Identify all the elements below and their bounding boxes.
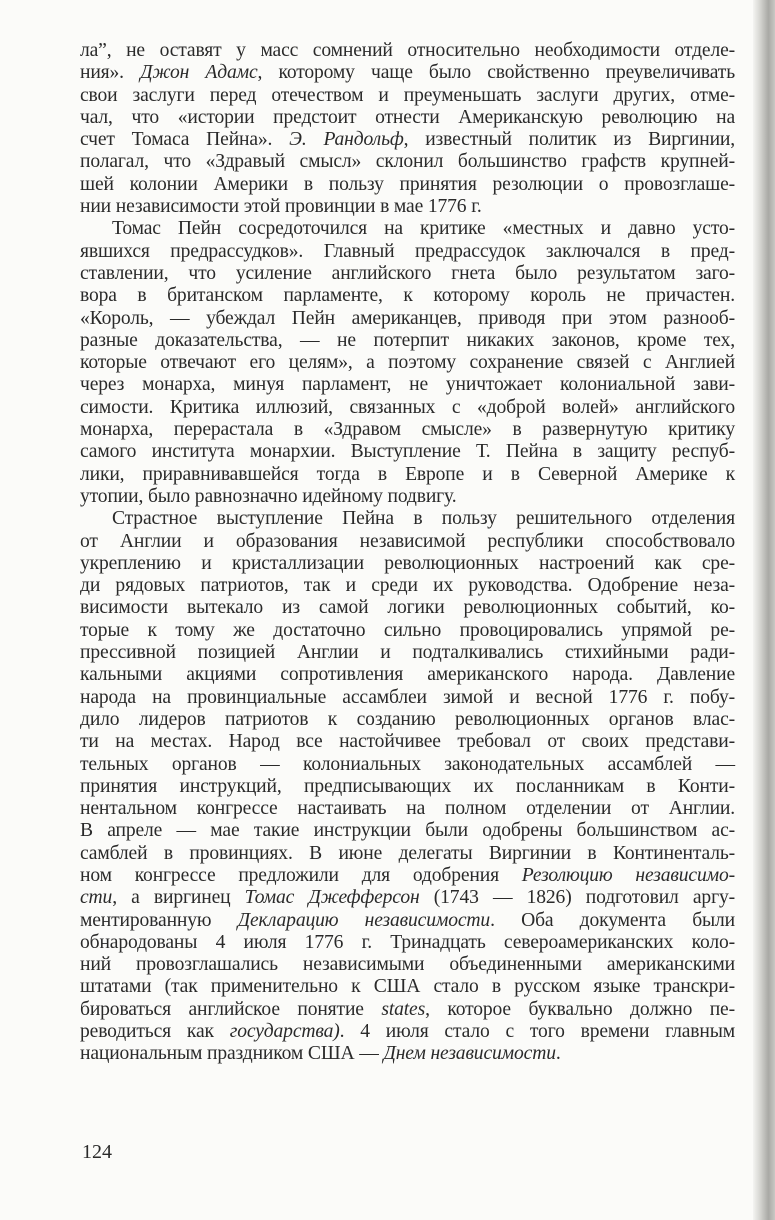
- text-line: [80, 642, 735, 664]
- text-run: вора в британском парламенте, к которому король не причастен.: [80, 285, 735, 307]
- text-run: от Англии и образования независимой республики способствовало: [80, 530, 735, 552]
- text-run: штатами (так применительно к США стало в русском языке транскри-: [80, 976, 735, 998]
- text-line: [80, 664, 735, 686]
- text-run: висимости вытекало из самой логики революционных событий, ко-: [80, 597, 735, 619]
- text-line: [80, 1043, 735, 1065]
- text-line: [80, 999, 735, 1021]
- text-line: [80, 419, 735, 441]
- text-line: [80, 85, 735, 107]
- text-run: нии независимости этой провинции в мае 1776 г.: [80, 196, 482, 218]
- text-line: [80, 597, 735, 619]
- text-line: [80, 553, 735, 575]
- text-line: [80, 508, 735, 530]
- text-run: ния».: [80, 62, 141, 84]
- text-run: реводиться как: [80, 1021, 230, 1043]
- text-run: , которое буквально должно пе-: [425, 998, 735, 1020]
- text-line: [80, 887, 735, 909]
- text-run: . 4 июля стало с того времени главным: [339, 1021, 736, 1043]
- text-line: [80, 107, 735, 129]
- text-run: через монарха, минуя парламент, не уничтожает колониальной зави-: [80, 374, 735, 396]
- text-run: дило лидеров патриотов к созданию революционных органов влас-: [80, 708, 735, 730]
- text-line: [80, 1021, 735, 1043]
- text-line: [80, 754, 735, 776]
- text-line: [80, 241, 735, 263]
- text-line: [80, 374, 735, 396]
- text-line: [80, 731, 735, 753]
- text-line: [80, 397, 735, 419]
- text-run: монарха, перерастала в «Здравом смысле» в развернутую критику: [80, 419, 735, 441]
- text-run: тельных органов — колониальных законодательных ассамблей —: [80, 753, 735, 775]
- italic-text: сти: [80, 887, 113, 909]
- text-run: лики, приравнивавшейся тогда в Европе и в Северной Америке к: [80, 463, 735, 485]
- text-run: самого института монархии. Выступление Т. Пейна в защиту респуб-: [80, 441, 735, 463]
- text-run: симости. Критика иллюзий, связанных с «доброй волей» английского: [80, 396, 735, 418]
- paragraph: [80, 218, 735, 508]
- text-run: прессивной позицией Англии и подталкивались стихийными ради-: [80, 642, 735, 664]
- text-line: [80, 843, 735, 865]
- text-line: [80, 464, 735, 486]
- text-line: [80, 820, 735, 842]
- text-run: ти на местах. Народ все настойчивее требовал от своих представи-: [80, 731, 735, 753]
- text-run: принятия инструкций, предписывающих их посланникам в Конти-: [80, 775, 735, 797]
- italic-text: Днем независимости: [383, 1043, 556, 1065]
- text-line: [80, 62, 735, 84]
- text-run: ди рядовых патриотов, так и среди их руководства. Одобрение неза-: [80, 575, 735, 597]
- body-text: [80, 40, 735, 1066]
- text-run: ний провозглашались независимыми объединенными американскими: [80, 954, 735, 976]
- text-line: [80, 263, 735, 285]
- text-run: , известный политик из Виргинии,: [403, 129, 735, 151]
- text-line: [80, 954, 735, 976]
- text-run: национальным праздником США —: [80, 1043, 384, 1065]
- text-run: разные доказательства, — не потерпит никаких законов, кроме тех,: [80, 329, 735, 351]
- text-run: ставлении, что усиление английского гнета было результатом заго-: [80, 262, 735, 284]
- text-run: укреплению и кристаллизации революционных настроений как сре-: [80, 552, 735, 574]
- text-line: [80, 330, 735, 352]
- italic-text: Э. Рандольф: [289, 129, 404, 151]
- italic-text: Декларацию независимости: [237, 909, 491, 931]
- text-line: [80, 151, 735, 173]
- page-edge-shadow: [753, 0, 775, 1220]
- text-run: , которому чаще было свойственно преувеличивать: [257, 62, 735, 84]
- text-run: утопии, было равнозначно идейному подвигу.: [80, 485, 457, 507]
- text-line: [80, 776, 735, 798]
- text-line: [80, 620, 735, 642]
- paragraph: [80, 508, 735, 1065]
- text-line: [80, 308, 735, 330]
- text-line: [80, 910, 735, 932]
- text-run: обнародованы 4 июля 1776 г. Тринадцать североамериканских коло-: [80, 931, 735, 953]
- text-line: [80, 285, 735, 307]
- text-run: самблей в провинциях. В июне делегаты Виргинии в Континенталь-: [80, 842, 735, 864]
- text-line: [80, 687, 735, 709]
- text-run: ла”, не оставят у масс сомнений относительно необходимости отделе-: [80, 40, 735, 61]
- italic-text: государства): [229, 1021, 340, 1043]
- text-line: [80, 174, 735, 196]
- text-run: чал, что «истории предстоит отнести Американскую революцию на: [80, 106, 735, 128]
- text-run: , а виргинец: [112, 887, 245, 909]
- text-line: [80, 129, 735, 151]
- text-line: [80, 218, 735, 240]
- text-line: [80, 798, 735, 820]
- text-run: счет Томаса Пейна».: [80, 129, 290, 151]
- text-run: В апреле — мае такие инструкции были одобрены большинством ас-: [80, 820, 735, 842]
- text-run: явшихся предрассудков». Главный предрассудок заключался в пред-: [80, 240, 735, 262]
- text-line: [80, 441, 735, 463]
- text-line: [80, 486, 735, 508]
- text-run: ном конгрессе предложили для одобрения: [80, 864, 522, 886]
- text-run: (1743 — 1826) подготовил аргу-: [419, 887, 735, 909]
- italic-text: Резолюцию независимо-: [521, 864, 735, 886]
- text-run: которые отвечают его целям», а поэтому сохранение связей с Англией: [80, 352, 735, 374]
- text-line: [80, 575, 735, 597]
- text-line: [80, 196, 735, 218]
- text-run: свои заслуги перед отечеством и преуменьшать заслуги других, отме-: [80, 84, 735, 106]
- page-number: 124: [82, 1141, 112, 1163]
- text-run: .: [555, 1043, 561, 1065]
- italic-text: Джон Адамс: [140, 62, 258, 84]
- text-run: «Король, — убеждал Пейн американцев, приводя при этом разнооб-: [80, 307, 735, 329]
- text-run: шей колонии Америки в пользу принятия резолюции о провозглаше-: [80, 173, 735, 195]
- paragraph: [80, 40, 735, 218]
- italic-text: Томас Джефферсон: [244, 887, 420, 909]
- text-run: бироваться английское понятие: [80, 998, 382, 1020]
- text-run: полагал, что «Здравый смысл» склонил большинство графств крупней-: [80, 151, 735, 173]
- text-run: . Оба документа были: [490, 909, 736, 931]
- text-run: Томас Пейн сосредоточился на критике «местных и давно усто-: [112, 218, 735, 240]
- text-run: нентальном конгрессе настаивать на полном отделении от Англии.: [80, 798, 735, 820]
- text-line: [80, 352, 735, 374]
- text-line: [80, 976, 735, 998]
- text-line: [80, 709, 735, 731]
- text-line: [80, 865, 735, 887]
- text-run: Страстное выступление Пейна в пользу решительного отделения: [112, 508, 735, 530]
- italic-text: states: [381, 998, 426, 1020]
- text-line: [80, 932, 735, 954]
- text-run: ментированную: [80, 909, 238, 931]
- text-run: кальными акциями сопротивления американского народа. Давление: [80, 664, 735, 686]
- text-run: народа на провинциальные ассамблеи зимой и весной 1776 г. побу-: [80, 686, 735, 708]
- text-run: торые к тому же достаточно сильно провоцировались упрямой ре-: [80, 619, 735, 641]
- text-line: [80, 531, 735, 553]
- text-line: [80, 40, 735, 62]
